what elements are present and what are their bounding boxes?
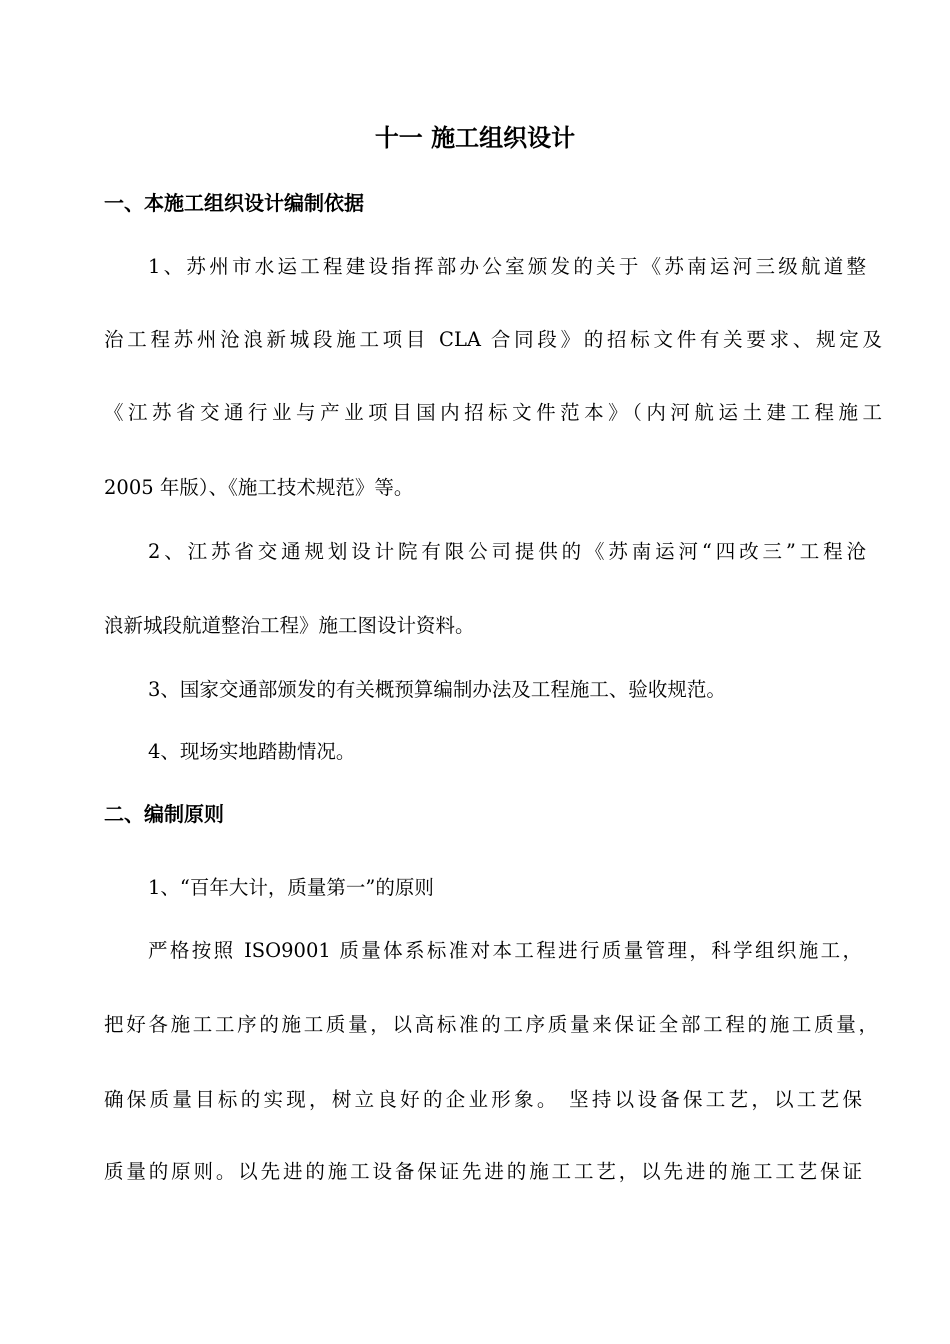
section1-item1-line3: 《江苏省交通行业与产业项目国内招标文件范本》（内河航运土建工程施工 xyxy=(104,401,882,424)
section1-item2-line2: 浪新城段航道整治工程》施工图设计资料。 xyxy=(104,614,475,637)
section1-heading: 一、本施工组织设计编制依据 xyxy=(104,191,364,215)
section1-item1-line2: 治工程苏州沧浪新城段施工项目 CLA 合同段》的招标文件有关要求、规定及 xyxy=(104,328,882,351)
section1-item1-line4: 2005 年版）、《施工技术规范》等。 xyxy=(104,476,414,499)
section2-paragraph-line1: 严格按照 ISO9001 质量体系标准对本工程进行质量管理，科学组织施工， xyxy=(148,939,862,962)
section1-item3: 3、国家交通部颁发的有关概预算编制办法及工程施工、验收规范。 xyxy=(148,678,726,701)
section2-paragraph-line4: 质量的原则。以先进的施工设备保证先进的施工工艺，以先进的施工工艺保证 xyxy=(104,1160,862,1183)
section2-paragraph-line3: 确保质量目标的实现，树立良好的企业形象。 坚持以设备保工艺，以工艺保 xyxy=(104,1088,862,1111)
section2-item1-title: 1、“百年大计，质量第一”的原则 xyxy=(148,876,434,899)
page-title: 十一 施工组织设计 xyxy=(374,123,576,152)
section2-heading: 二、编制原则 xyxy=(104,802,224,826)
section2-paragraph-line2: 把好各施工工序的施工质量，以高标准的工序质量来保证全部工程的施工质量， xyxy=(104,1013,878,1036)
section1-item4: 4、现场实地踏勘情况。 xyxy=(148,740,356,763)
section1-item1-line1: 1、苏州市水运工程建设指挥部办公室颁发的关于《苏南运河三级航道整 xyxy=(148,255,866,278)
section1-item2-line1: 2、江苏省交通规划设计院有限公司提供的《苏南运河“四改三”工程沧 xyxy=(148,540,866,563)
